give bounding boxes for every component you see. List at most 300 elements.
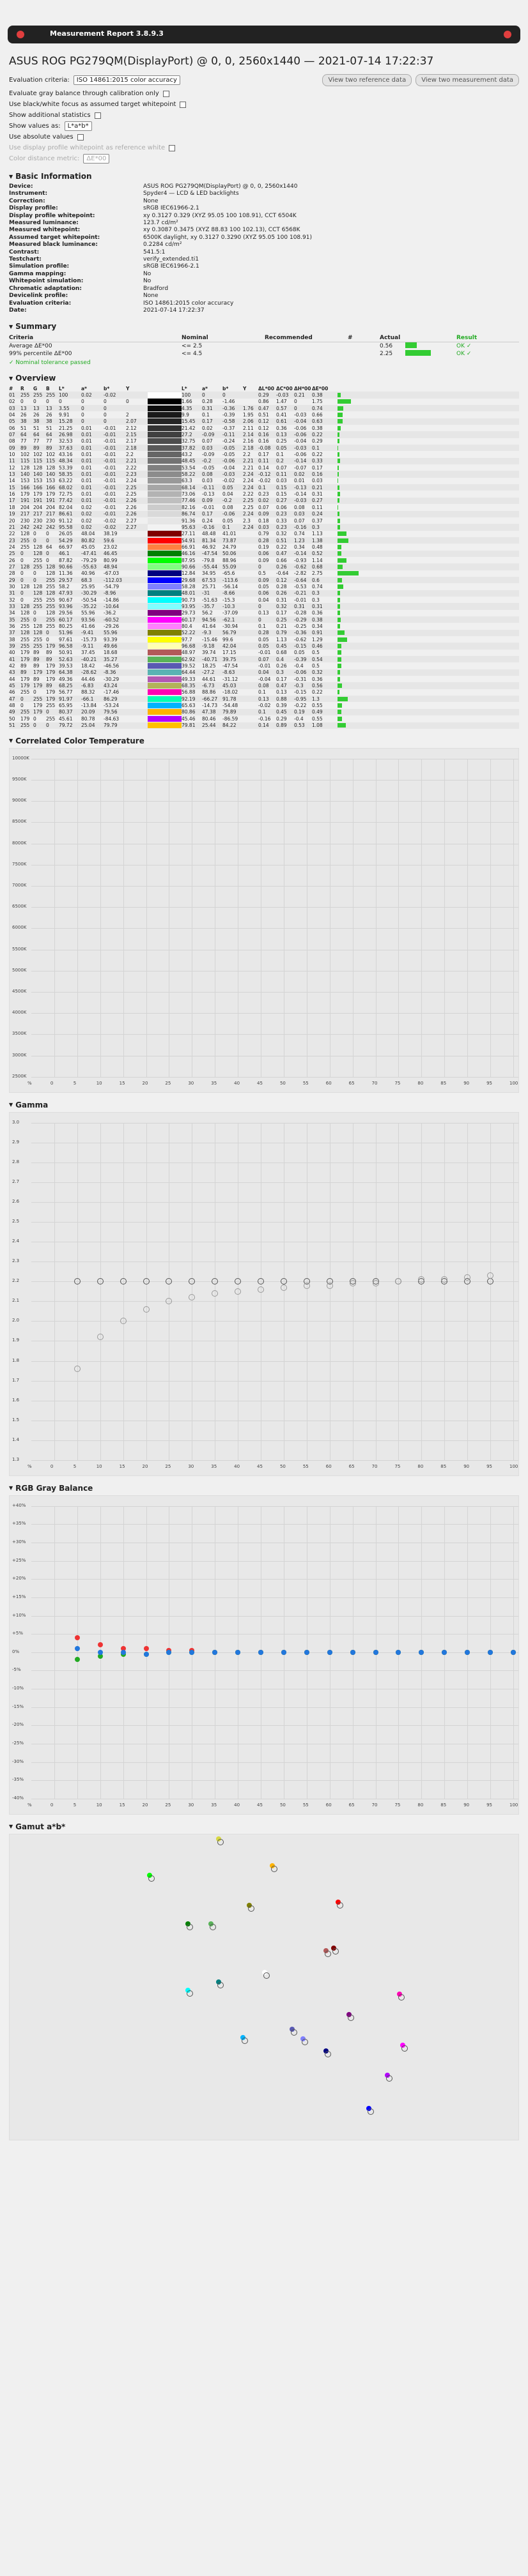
collapse-icon[interactable]: ▼ [9, 738, 13, 744]
gamut-chart [9, 1834, 519, 2140]
overview-cell: -0.36 [222, 405, 235, 411]
overview-cell: 0 [20, 597, 24, 603]
overview-cell: 0.36 [276, 425, 287, 431]
y-tick-label: -15% [12, 1703, 24, 1709]
overview-cell: 79.72 [59, 722, 73, 729]
collapse-icon[interactable]: ▼ [9, 173, 13, 179]
overview-cell: 0.05 [258, 636, 269, 643]
overview-cell: 0.38 [312, 392, 323, 398]
overview-cell: -0.62 [294, 636, 307, 643]
overview-cell: 1.66 [182, 399, 192, 405]
overview-cell: 18.68 [104, 650, 118, 656]
x-tick-label: 60 [325, 1463, 332, 1469]
overview-cell: 102 [20, 452, 30, 458]
overview-cell: 255 [33, 392, 43, 398]
overview-cell: 2.25 [243, 504, 254, 510]
overview-header-cell [148, 386, 182, 392]
x-tick-label: 70 [371, 1463, 378, 1469]
overview-cell: -0.58 [222, 418, 235, 425]
delta-e-bar [338, 709, 363, 715]
overview-cell: 2.07 [126, 418, 137, 425]
overview-cell: 0.1 [222, 524, 230, 530]
overview-cell: 0.34 [312, 623, 323, 630]
overview-cell: -0.15 [294, 643, 307, 650]
overview-cell: 24.79 [222, 544, 237, 550]
view-measurement-button[interactable]: View two measurement data [415, 74, 519, 86]
x-tick-label: 80 [417, 1802, 424, 1808]
view-reference-button[interactable]: View two reference data [322, 74, 412, 86]
overview-cell: 0.23 [258, 491, 269, 498]
overview-cell: 0.1 [258, 484, 266, 491]
delta-e-bar [338, 590, 363, 596]
grid-line [31, 1222, 518, 1223]
overview-cell: 0.74 [294, 531, 305, 537]
overview-cell: 0.05 [276, 445, 287, 451]
overview-cell: 2.14 [243, 432, 254, 438]
overview-cell: -35.7 [202, 603, 215, 609]
overview-cell: 07 [9, 432, 15, 438]
overview-row [9, 702, 519, 708]
overview-cell: -10.3 [222, 603, 235, 609]
x-tick-label: 25 [165, 1463, 171, 1469]
overview-cell: 0.08 [202, 471, 213, 478]
info-row [9, 241, 341, 248]
overview-cell: 0.45 [276, 643, 287, 650]
overview-cell: 11.36 [59, 570, 73, 577]
option-label: Show additional statistics [9, 112, 91, 119]
overview-cell: 0.08 [258, 683, 269, 689]
overview-cell: 55.96 [81, 610, 95, 616]
overview-cell: 0 [104, 399, 107, 405]
overview-row [9, 399, 519, 405]
info-key: Date: [9, 307, 27, 314]
overview-cell: 255 [33, 597, 43, 603]
overview-cell: 80.4 [182, 623, 192, 630]
section-basic-info[interactable]: ▼ Basic Information [9, 172, 92, 181]
overview-cell: 0.16 [258, 432, 269, 438]
overview-cell: 37.45 [81, 650, 95, 656]
color-swatch [148, 465, 182, 471]
delta-e-bar-fill [338, 591, 340, 595]
overview-cell: 2.21 [126, 458, 137, 464]
x-tick-label: 0 [50, 1080, 54, 1086]
option-checkbox[interactable] [163, 91, 169, 97]
delta-e-bar-fill [338, 413, 343, 417]
overview-cell: 38 [9, 636, 15, 643]
x-tick-label: 45 [257, 1080, 263, 1086]
overview-cell: 91.97 [59, 696, 73, 702]
overview-cell: 01 [9, 392, 15, 398]
overview-cell: 0.08 [294, 504, 305, 510]
color-swatch [148, 425, 182, 431]
overview-cell: -0.01 [104, 432, 116, 438]
delta-e-bar [338, 683, 363, 689]
delta-e-bar [338, 570, 363, 576]
gamma-nominal-point [97, 1278, 104, 1284]
overview-cell: 153 [33, 478, 43, 484]
rgb-point-b [75, 1646, 80, 1651]
overview-cell: 0.17 [202, 418, 213, 425]
overview-cell: 242 [33, 524, 43, 530]
overview-cell: 0 [258, 603, 261, 609]
gamut-reference-ring [386, 2075, 392, 2082]
info-row [9, 263, 341, 270]
y-tick-label: -5% [12, 1667, 21, 1673]
delta-e-bar-fill [338, 697, 348, 701]
overview-cell: -0.01 [104, 445, 116, 451]
overview-cell: 43.16 [59, 452, 73, 458]
x-tick-label: 35 [211, 1463, 217, 1469]
overview-cell: 38 [46, 418, 52, 425]
overview-cell: 77.42 [59, 498, 73, 504]
overview-cell: 0.28 [258, 630, 269, 636]
overview-cell: 0.5 [312, 663, 320, 669]
info-value: None [143, 197, 159, 204]
overview-cell: -0.64 [294, 577, 307, 583]
delta-e-bar [338, 538, 363, 544]
overview-cell: 0 [20, 551, 24, 557]
x-tick-label: 40 [234, 1802, 240, 1808]
overview-cell: 94.56 [202, 616, 216, 623]
section-gamut[interactable]: ▼ Gamut a*b* [9, 1822, 66, 1831]
overview-cell: -0.16 [202, 524, 215, 530]
overview-cell: 39.52 [182, 663, 196, 669]
overview-cell: 0 [33, 610, 36, 616]
overview-cell: 0.31 [276, 597, 287, 603]
delta-e-bar [338, 597, 363, 603]
gamma-nominal-point [166, 1278, 172, 1284]
section-rgb-balance[interactable]: ▼ RGB Gray Balance [9, 1483, 93, 1493]
overview-cell: -0.02 [258, 703, 271, 709]
x-tick-label: 10 [96, 1080, 102, 1086]
info-row [9, 278, 341, 285]
overview-row [9, 551, 519, 557]
overview-cell: 41.01 [222, 531, 237, 537]
overview-cell: -30.94 [222, 623, 238, 630]
color-swatch [148, 577, 182, 583]
overview-cell: -54.48 [222, 703, 238, 709]
overview-cell: 2.12 [126, 425, 137, 431]
overview-cell: -0.07 [294, 464, 307, 471]
overview-cell: 0.01 [81, 464, 92, 471]
overview-cell: 0.13 [258, 696, 269, 702]
overview-cell: 06 [9, 425, 15, 431]
collapse-icon[interactable]: ▼ [9, 323, 13, 330]
overview-cell: -0.28 [294, 610, 307, 616]
option-select[interactable]: L*a*b* [65, 121, 92, 131]
y-tick-label: 6500K [12, 904, 27, 910]
overview-cell: 33 [9, 603, 15, 609]
overview-cell: 0.02 [81, 511, 92, 517]
delta-e-bar [338, 485, 363, 491]
overview-cell: 0.02 [258, 498, 269, 504]
overview-cell: 0.38 [312, 425, 323, 431]
x-tick-label: 10 [96, 1802, 102, 1808]
overview-cell: 84.22 [222, 722, 237, 729]
gamut-reference-ring [271, 1866, 277, 1872]
delta-e-bar [338, 438, 363, 444]
overview-cell: 0.09 [258, 577, 269, 583]
overview-cell: 0.74 [312, 583, 323, 590]
overview-cell: -112.03 [104, 577, 122, 583]
x-tick-label: 10 [96, 1463, 102, 1469]
overview-cell: 0.31 [312, 603, 323, 609]
overview-cell: 128 [20, 563, 30, 570]
overview-cell: 128 [46, 610, 56, 616]
overview-cell: -0.06 [294, 452, 307, 458]
option-checkbox[interactable] [77, 134, 84, 141]
x-tick-label: 85 [440, 1463, 447, 1469]
overview-cell: 179 [33, 669, 43, 676]
overview-cell: 0.1 [258, 689, 266, 696]
overview-cell: 35 [9, 616, 15, 623]
overview-cell: 37.63 [59, 445, 73, 451]
overview-cell: 66.91 [182, 544, 196, 550]
overview-cell: 217 [33, 511, 43, 517]
overview-cell: 0.47 [276, 683, 287, 689]
overview-cell: 255 [20, 722, 30, 729]
overview-cell: 0.12 [276, 577, 287, 583]
overview-cell: 0.32 [312, 669, 323, 676]
overview-cell: 255 [20, 544, 30, 550]
overview-cell: 0 [104, 405, 107, 411]
overview-cell: 128 [46, 570, 56, 577]
overview-cell: 24 [9, 544, 15, 550]
collapse-icon[interactable]: ▼ [9, 375, 13, 381]
overview-cell: 53.39 [59, 464, 73, 471]
x-tick-label: 80 [417, 1463, 424, 1469]
info-key: Measured whitepoint: [9, 227, 81, 234]
x-tick-label: 75 [394, 1802, 401, 1808]
overview-cell: 0.21 [276, 623, 287, 630]
x-tick-label: 40 [234, 1463, 240, 1469]
gamut-reference-ring [148, 1875, 155, 1882]
overview-cell: -0.01 [202, 504, 215, 510]
overview-cell: 25.04 [81, 722, 95, 729]
overview-cell: 1.13 [312, 531, 323, 537]
overview-cell: -31 [202, 590, 210, 597]
overview-cell: 242 [20, 524, 30, 530]
overview-cell: 58.28 [182, 583, 196, 590]
collapse-icon[interactable]: ▼ [9, 1824, 13, 1830]
x-tick-label: 50 [279, 1802, 286, 1808]
overview-cell: 2.18 [243, 445, 254, 451]
overview-cell: 47.38 [202, 709, 216, 715]
overview-cell: 2.2 [243, 452, 251, 458]
overview-cell: 48.04 [81, 531, 95, 537]
delta-e-bar-fill [338, 677, 340, 682]
color-swatch [148, 478, 182, 484]
overview-cell: 128 [20, 531, 30, 537]
overview-cell: -0.01 [104, 458, 116, 464]
overview-cell: 26.05 [59, 531, 73, 537]
collapse-icon[interactable]: ▼ [9, 1485, 13, 1491]
overview-cell: 128 [46, 464, 56, 471]
overview-cell: 54.29 [59, 537, 73, 544]
overview-cell: 1.3 [312, 696, 320, 702]
overview-cell: -40.71 [202, 656, 218, 662]
overview-cell: 255 [33, 557, 43, 563]
overview-cell: 15.28 [59, 418, 73, 425]
overview-cell: -9.41 [81, 630, 94, 636]
overview-cell: 0.53 [294, 722, 305, 729]
overview-cell: 0.37 [312, 517, 323, 524]
section-overview[interactable]: ▼ Overview [9, 374, 56, 383]
delta-e-bar-fill [338, 584, 343, 589]
overview-cell: 30 [9, 583, 15, 590]
overview-cell: -0.02 [222, 478, 235, 484]
overview-cell: 0 [20, 557, 24, 563]
overview-cell: 15.45 [182, 418, 196, 425]
section-summary[interactable]: ▼ Summary [9, 322, 57, 332]
overview-cell: -47.41 [81, 551, 97, 557]
section-gamma[interactable]: ▼ Gamma [9, 1100, 49, 1109]
overview-cell: 0.05 [222, 517, 233, 524]
rgb-point-r [144, 1646, 149, 1651]
overview-row [9, 583, 519, 590]
overview-cell: 0.5 [312, 650, 320, 656]
overview-cell: 179 [20, 715, 30, 722]
overview-cell: 179 [46, 643, 56, 650]
overview-cell: 2.25 [126, 491, 137, 498]
overview-cell: 0.89 [276, 722, 287, 729]
grid-line [31, 1077, 518, 1078]
overview-cell: -0.01 [104, 425, 116, 431]
rgb-point-b [144, 1652, 149, 1657]
overview-cell: 97.61 [59, 636, 73, 643]
color-swatch [148, 703, 182, 708]
overview-cell: 95.63 [182, 524, 196, 530]
overview-cell: 166 [33, 484, 43, 491]
overview-cell: 0.45 [276, 709, 287, 715]
collapse-icon[interactable]: ▼ [9, 1102, 13, 1108]
y-tick-label: 2500K [12, 1073, 27, 1079]
close-window-icon[interactable] [17, 31, 24, 38]
overview-cell: 90.66 [59, 563, 73, 570]
x-tick-label: 100 [509, 1080, 518, 1086]
option-checkbox[interactable] [180, 102, 186, 108]
overview-cell: -66.27 [202, 696, 218, 702]
criteria-select[interactable]: ISO 14861:2015 color accuracy [74, 75, 180, 85]
x-tick-label: 100 [509, 1463, 518, 1469]
overview-cell: 128 [33, 583, 43, 590]
overview-cell: 0 [20, 590, 24, 597]
overview-cell: -53.24 [104, 703, 120, 709]
overview-row [9, 425, 519, 431]
overview-cell: 0 [46, 537, 49, 544]
overview-cell: 179 [46, 491, 56, 498]
color-swatch [148, 438, 182, 444]
overview-cell: 0.07 [258, 504, 269, 510]
section-cct[interactable]: ▼ Correlated Color Temperature [9, 736, 144, 745]
y-tick-label: -10% [12, 1686, 24, 1691]
delta-e-bar [338, 584, 363, 590]
delta-e-bar [338, 577, 363, 583]
overview-table [9, 385, 519, 729]
overview-cell: 0.24 [202, 517, 213, 524]
overview-cell: 204 [20, 504, 30, 510]
overview-cell: 2.06 [243, 418, 254, 425]
grid-line-vertical [444, 1123, 445, 1460]
overview-cell: 88.32 [81, 689, 95, 696]
overview-cell: 50.91 [59, 650, 73, 656]
color-swatch [148, 452, 182, 457]
color-swatch [148, 558, 182, 563]
grid-line [31, 801, 518, 802]
overview-cell: 2 [126, 412, 129, 418]
overview-cell: 0 [294, 405, 297, 411]
overview-cell: -66.1 [81, 696, 94, 702]
gamma-measured-point [189, 1294, 195, 1300]
overview-cell: 56.77 [59, 689, 73, 696]
info-key: Contrast: [9, 248, 40, 255]
overview-cell: 0.22 [312, 452, 323, 458]
overview-cell: 80.37 [59, 709, 73, 715]
overview-cell: 43.24 [104, 683, 118, 689]
x-tick-label: 55 [302, 1080, 309, 1086]
overview-cell: 64 [46, 544, 52, 550]
option-label: Show values as: [9, 123, 61, 130]
overview-cell: 68.14 [182, 484, 196, 491]
overview-cell: 12 [9, 464, 15, 471]
overview-cell: 0.01 [81, 478, 92, 484]
overview-cell: -0.37 [222, 425, 235, 431]
delta-e-bar [338, 491, 363, 497]
option-checkbox[interactable] [95, 112, 101, 119]
overview-cell: -47.54 [202, 551, 218, 557]
gamut-reference-ring [217, 1839, 224, 1845]
info-value: Bradford [143, 285, 169, 292]
overview-cell: -14.86 [104, 597, 120, 603]
color-swatch [148, 406, 182, 411]
color-swatch [148, 637, 182, 643]
overview-cell: -86.59 [222, 715, 238, 722]
info-row [9, 271, 341, 278]
color-swatch [148, 551, 182, 556]
delta-e-bar-fill [338, 459, 340, 463]
overview-cell: 0.13 [258, 610, 269, 616]
overview-cell: 65.63 [182, 703, 196, 709]
close-icon[interactable] [504, 31, 511, 38]
overview-row [9, 643, 519, 649]
overview-cell: -30.29 [81, 590, 97, 597]
rgb-point-b [327, 1650, 332, 1655]
gamma-measured-point [350, 1280, 356, 1286]
delta-e-bar-fill [338, 644, 341, 648]
basic-info-table [9, 183, 341, 314]
y-tick-label: 5500K [12, 946, 27, 952]
x-tick-label: 0 [50, 1802, 54, 1808]
gamut-reference-ring [187, 1924, 193, 1930]
overview-cell: 255 [46, 577, 56, 583]
overview-cell: 179 [20, 683, 30, 689]
overview-cell: 0.28 [202, 399, 213, 405]
overview-row [9, 484, 519, 491]
overview-cell: 95.58 [59, 524, 73, 530]
grid-line-vertical [513, 1123, 514, 1460]
overview-header-cell: ΔC*00 [276, 386, 293, 392]
overview-cell: 31 [9, 590, 15, 597]
overview-cell: 0.01 [81, 432, 92, 438]
overview-row [9, 451, 519, 457]
summary-actual: 0.56 [380, 343, 393, 350]
gamma-measured-point [235, 1288, 241, 1295]
overview-cell: 0.57 [276, 405, 287, 411]
overview-cell: 80.82 [81, 537, 95, 544]
delta-e-bar [338, 623, 363, 629]
summary-header-cell: # [348, 335, 353, 342]
overview-cell: 166 [46, 484, 56, 491]
